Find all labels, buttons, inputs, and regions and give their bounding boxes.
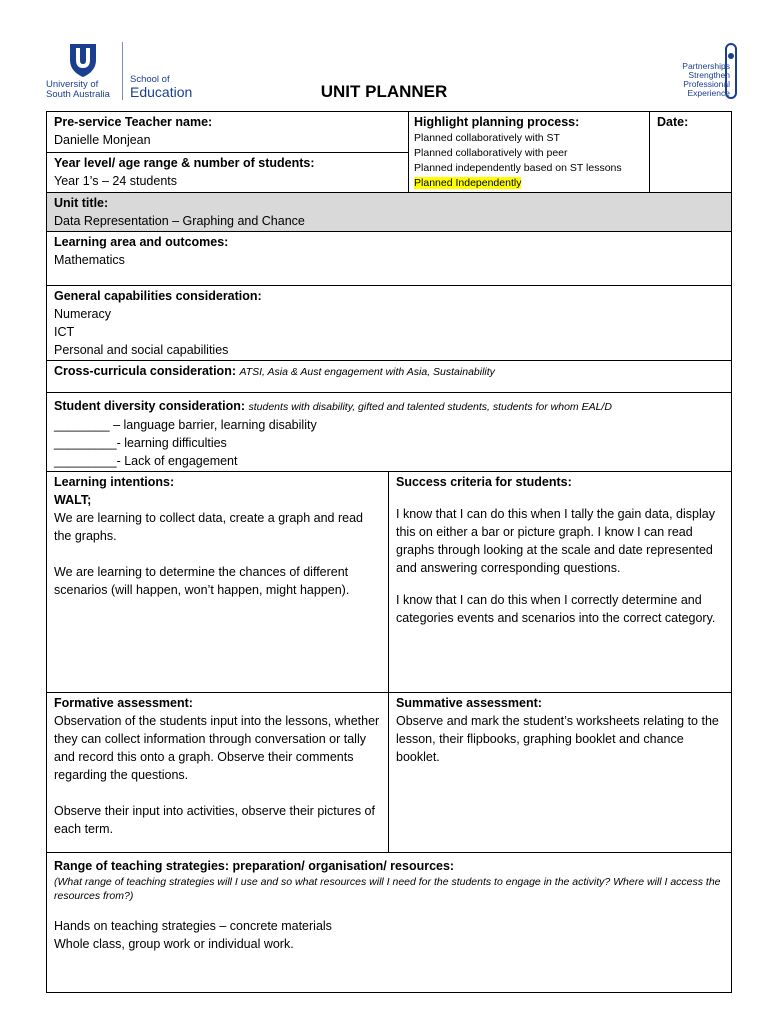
diversity-note: students with disability, gifted and talented students, students for whom EAL/D [248, 401, 612, 413]
unit-title-cell [47, 193, 732, 232]
student-diversity-cell [47, 393, 732, 472]
planning-option: Planned collaboratively with peer [414, 147, 568, 159]
general-capability-item: ICT [54, 325, 75, 339]
summative-text: Observe and mark the student’s worksheets relating to the lesson, their flipbooks, graphing booklet and chance booklet. [396, 714, 719, 764]
general-capability-item: Personal and social capabilities [54, 343, 229, 357]
strategies-line: Whole class, group work or individual work. [54, 937, 294, 951]
learning-intentions-label: Learning intentions: [54, 475, 175, 489]
learning-area-cell [47, 232, 732, 286]
university-shield-icon [68, 42, 98, 78]
date-cell [650, 112, 732, 193]
teacher-name: Danielle Monjean [54, 133, 151, 147]
planning-option-highlighted: Planned Independently [414, 177, 522, 189]
formative-text-1: Observation of the students input into the lessons, whether they can collect information through conversation or tally and record this onto a graph. Observe their comments regarding the questions. [54, 714, 380, 782]
cross-curricula-cell [47, 361, 732, 393]
date-label: Date: [657, 115, 689, 129]
strategies-label: Range of teaching strategies: preparation/ organisation/ resources: [54, 859, 455, 873]
success-criteria-label: Success criteria for students: [396, 475, 572, 489]
year-level-cell [47, 152, 409, 193]
university-name: University of South Australia [46, 79, 110, 100]
teacher-label: Pre-service Teacher name: [54, 115, 213, 129]
diversity-item: ________ – language barrier, learning disability [54, 418, 317, 432]
unit-title-label: Unit title: [54, 196, 109, 210]
unit-planner-table [46, 111, 732, 993]
planning-option: Planned independently based on ST lessons [414, 162, 622, 174]
planning-option: Planned collaboratively with ST [414, 132, 560, 144]
general-capabilities-label: General capabilities consideration: [54, 289, 262, 303]
summative-assessment-cell [389, 693, 732, 853]
formative-assessment-cell [47, 693, 389, 853]
school-name: School of Education [130, 74, 193, 100]
cross-curricula-label: Cross-curricula consideration: [54, 364, 236, 378]
general-capabilities-cell [47, 286, 732, 361]
learning-intention-1: We are learning to collect data, create a graph and read the graphs. [54, 511, 363, 543]
teacher-cell [47, 112, 409, 153]
walt-label: WALT; [54, 493, 92, 507]
planning-label: Highlight planning process: [414, 115, 580, 129]
planning-process-cell [409, 112, 650, 193]
diversity-label: Student diversity consideration: [54, 399, 246, 413]
formative-text-2: Observe their input into activities, observe their pictures of each term. [54, 804, 375, 836]
diversity-item: _________- Lack of engagement [54, 454, 238, 468]
teaching-strategies-cell [47, 853, 732, 993]
formative-label: Formative assessment: [54, 696, 193, 710]
strategies-line: Hands on teaching strategies – concrete materials [54, 919, 332, 933]
partnerships-logo [654, 42, 738, 102]
cross-curricula-value: ATSI, Asia & Aust engagement with Asia, Sustainability [239, 366, 495, 378]
success-criteria-2: I know that I can do this when I correctly determine and categories events and scenarios into the correct category. [396, 593, 716, 625]
partnerships-mark-icon [724, 42, 738, 100]
strategies-note: (What range of teaching strategies will I use and so what resources will I need for the students to engage in the activity? Where will I access the resources from?) [54, 876, 721, 902]
learning-area-value: Mathematics [54, 253, 125, 267]
success-criteria-cell [389, 472, 732, 693]
page-title: UNIT PLANNER [320, 82, 448, 101]
learning-intention-2: We are learning to determine the chances of different scenarios (will happen, won’t happen, might happen). [54, 565, 350, 597]
general-capability-item: Numeracy [54, 307, 111, 321]
learning-area-label: Learning area and outcomes: [54, 235, 229, 249]
unit-title-value: Data Representation – Graphing and Chance [54, 214, 305, 228]
year-label: Year level/ age range & number of students: [54, 155, 315, 170]
partnerships-text: Partnerships Strengthen Professional Experience [682, 61, 730, 98]
learning-intentions-cell [47, 472, 389, 693]
summative-label: Summative assessment: [396, 696, 542, 710]
diversity-item: _________- learning difficulties [54, 436, 227, 450]
year-value: Year 1’s – 24 students [54, 173, 178, 188]
success-criteria-1: I know that I can do this when I tally the gain data, display this on either a bar or picture graph. I know I can read graphs through looking at the scale and date represented and answering corresponding questions. [396, 507, 715, 575]
